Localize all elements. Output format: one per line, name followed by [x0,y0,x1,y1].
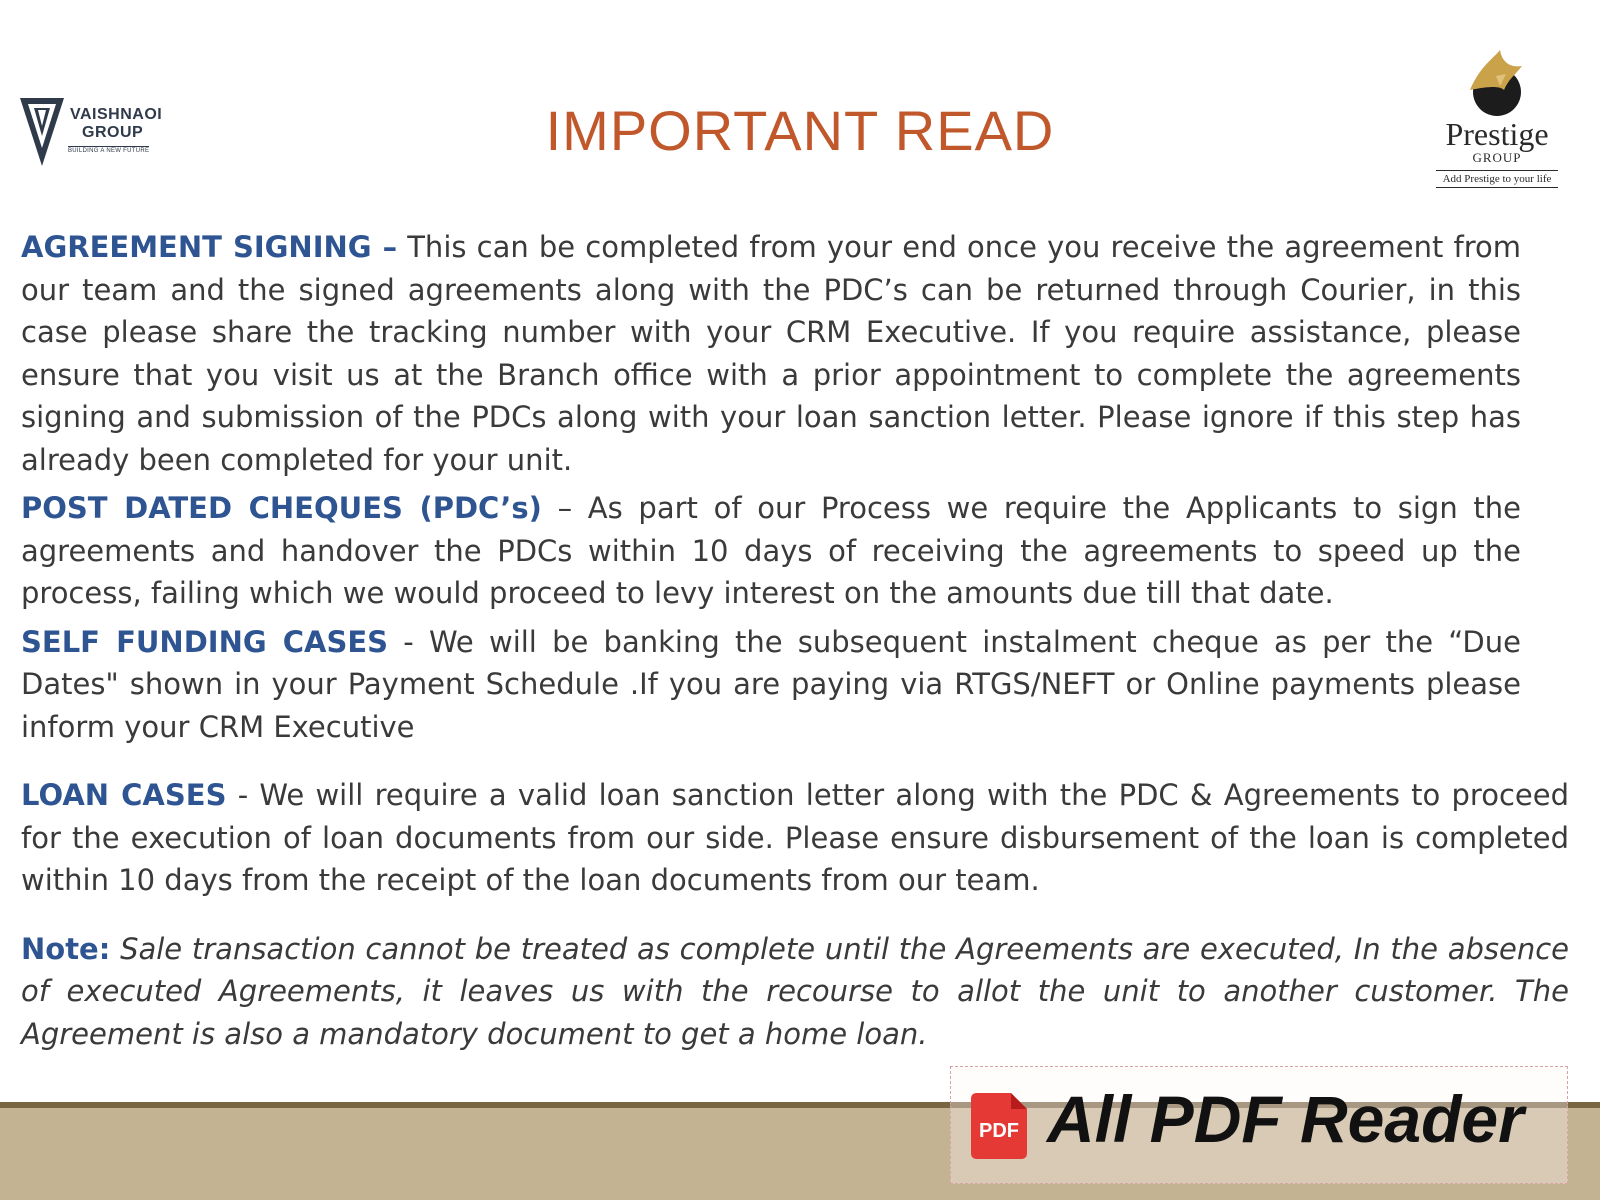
prestige-group-label: GROUP [1472,150,1522,165]
prestige-eagle-emblem-icon [1460,46,1534,120]
pdf-icon-label: PDF [979,1120,1019,1142]
self-funding-text: - We will be banking the subsequent instalment cheque as per the “Due Dates" shown in your Payment Schedule .If you are paying via RTGS/NEFT or Online payments please inform your CRM Executive [21,624,1521,744]
note-paragraph [21,928,1569,1056]
note-heading: Note: [21,931,111,966]
loan-cases-heading: LOAN CASES [21,778,227,812]
self-funding-paragraph [21,621,1521,749]
document-body [21,226,1569,1061]
agreement-signing-paragraph [21,226,1521,481]
prestige-name: Prestige [1445,116,1549,152]
logo-tagline: BUILDING A NEW FUTURE [68,148,150,154]
logo-name-line2: GROUP [82,124,144,141]
prestige-group-logo [1432,46,1562,192]
prestige-tagline: Add Prestige to your life [1436,170,1558,188]
all-pdf-reader-watermark [950,1066,1568,1184]
post-dated-cheques-paragraph [21,487,1521,615]
post-dated-cheques-text: – As part of our Process we require the Applicants to sign the agreements and handover the PDCs within 10 days of receiving the agreements to speed up the process, failing which we would proceed to levy interest on the amounts due till that date. [21,491,1521,610]
page-title: IMPORTANT READ [545,99,1055,162]
self-funding-heading: SELF FUNDING CASES [21,624,389,659]
loan-cases-paragraph [21,774,1569,902]
post-dated-cheques-heading: POST DATED CHEQUES (PDC’s) [21,491,542,525]
agreement-signing-text: This can be completed from your end once you receive the agreement from our team and the signed agreements along with the PDC’s can be returned through Courier, in this case please share the tracking number with your CRM Executive. If you require assistance, please ensure that you visit us at the Branch office with a prior appointment to complete the agreements signing and submission of the PDCs along with your loan sanction letter. Please ignore if this step has already been completed for your unit. [21,230,1521,477]
pdf-file-icon [967,1089,1031,1161]
agreement-signing-heading: AGREEMENT SIGNING – [21,230,398,264]
note-text: Sale transaction cannot be treated as complete until the Agreements are executed, In the absence of executed Agreements, it leaves us with the recourse to allot the unit to another customer. The Agreement is also a mandatory document to get a home loan. [21,931,1569,1051]
loan-cases-text: - We will require a valid loan sanction letter along with the PDC & Agreements to proceed for the execution of loan documents from our side. Please ensure disbursement of the loan is completed within 10 days from the receipt of the loan documents from our team. [21,778,1569,897]
logo-name-line1: VAISHNAOI [70,106,163,123]
watermark-text: All PDF Reader [1047,1082,1524,1156]
